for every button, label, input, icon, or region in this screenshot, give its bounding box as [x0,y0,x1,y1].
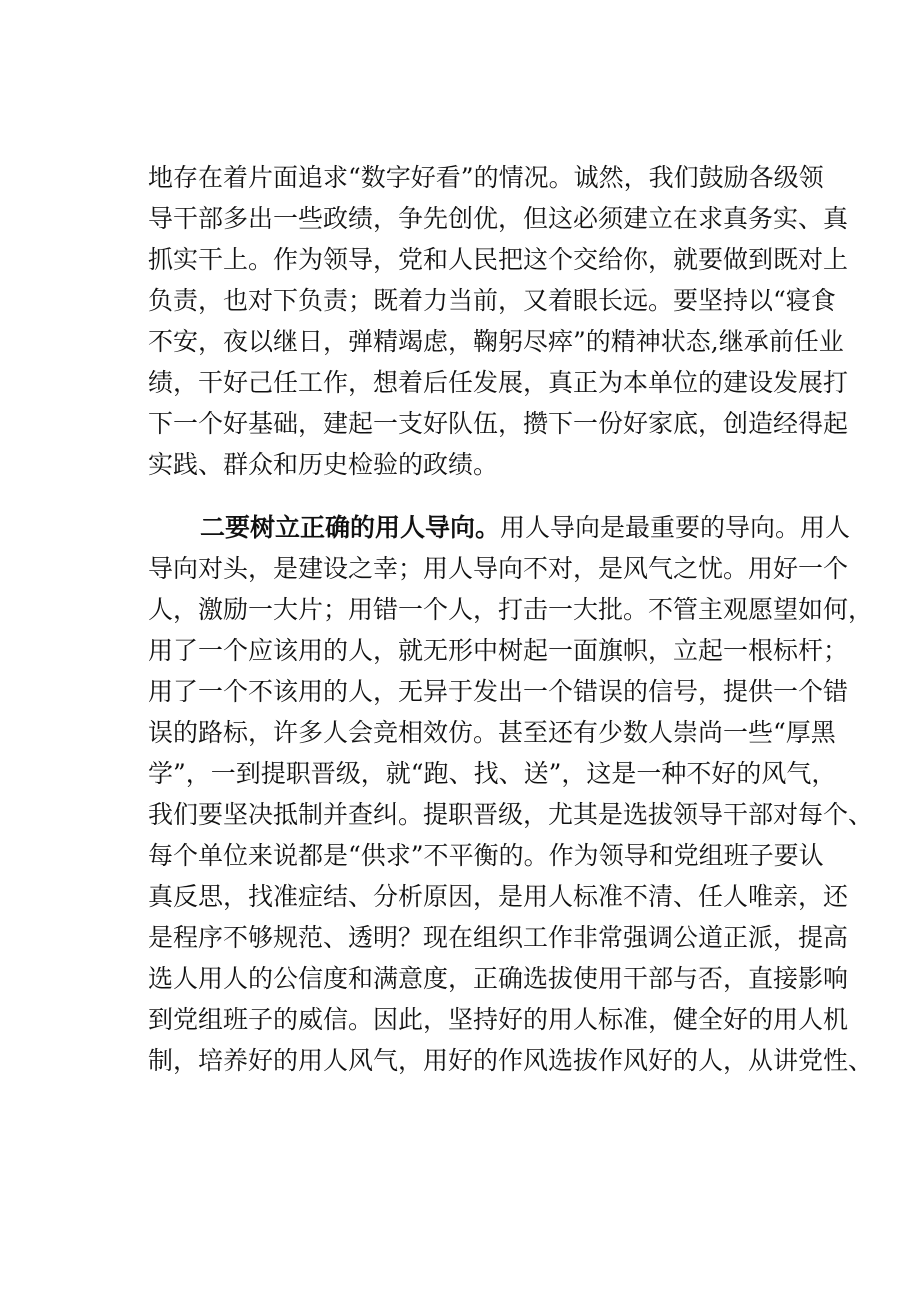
paragraph-2-first-line [200,508,851,548]
paragraph-2-line-8: 我们要坚决抵制并查纠。提职晋级，尤其是选拔领导干部对每个、 [148,800,874,829]
paragraph-2-line-6: 误的路标，许多人会竞相效仿。甚至还有少数人崇尚一些“厚黑 [148,718,836,747]
paragraph-2-line-11: 是程序不够规范、透明？现在组织工作非常强调公道正派，提高 [148,923,849,952]
paragraph-1-line-8: 实践、群众和历史检验的政绩。 [148,450,499,479]
paragraph-2-line-4: 用了一个应该用的人，就无形中树起一面旗帜，立起一根标杆； [148,636,849,665]
paragraph-1-line-2: 导干部多出一些政绩，争先创优，但这必须建立在求真务实、真 [148,204,849,233]
paragraph-2-line-2: 导向对头，是建设之幸；用人导向不对，是风气之忧。用好一个 [148,554,849,583]
paragraph-2-line-5: 用了一个不该用的人，无异于发出一个错误的信号，提供一个错 [148,677,849,706]
paragraph-2-first-line-text: 用人导向是最重要的导向。用人 [500,513,851,542]
paragraph-1-line-1: 地存在着片面追求“数字好看”的情况。诚然，我们鼓励各级领 [148,163,824,192]
paragraph-1-line-6: 绩，干好己任工作，想着后任发展，真正为本单位的建设发展打 [148,368,849,397]
paragraph-2-line-14: 制，培养好的用人风气，用好的作风选拔作风好的人，从讲党性、 [148,1046,874,1075]
paragraph-1-line-3: 抓实干上。作为领导，党和人民把这个交给你，就要做到既对上 [148,245,849,274]
paragraph-2-line-10: 真反思，找准症结、分析原因，是用人标准不清、任人唯亲，还 [148,882,849,911]
paragraph-2-heading: 二要树立正确的用人导向。 [200,513,501,542]
paragraph-2-line-13: 到党组班子的威信。因此，坚持好的用人标准，健全好的用人机 [148,1005,849,1034]
paragraph-2-line-9: 每个单位来说都是“供求”不平衡的。作为领导和党组班子要认 [148,841,824,870]
paragraph-1-line-7: 下一个好基础，建起一支好队伍，攒下一份好家底，创造经得起 [148,409,849,438]
paragraph-2-line-7: 学”，一到提职晋级，就“跑、找、送”，这是一种不好的风气， [148,759,837,788]
paragraph-2-line-3: 人，激励一大片；用错一个人，打击一大批。不管主观愿望如何， [148,595,874,624]
paragraph-1-line-5: 不安，夜以继日，弹精竭虑，鞠躬尽瘁”的精神状态,继承前任业 [148,327,844,356]
paragraph-2-line-12: 选人用人的公信度和满意度，正确选拔使用干部与否，直接影响 [148,964,849,993]
paragraph-1-line-4: 负责，也对下负责；既着力当前，又着眼长远。要坚持以“寝食 [148,286,836,315]
